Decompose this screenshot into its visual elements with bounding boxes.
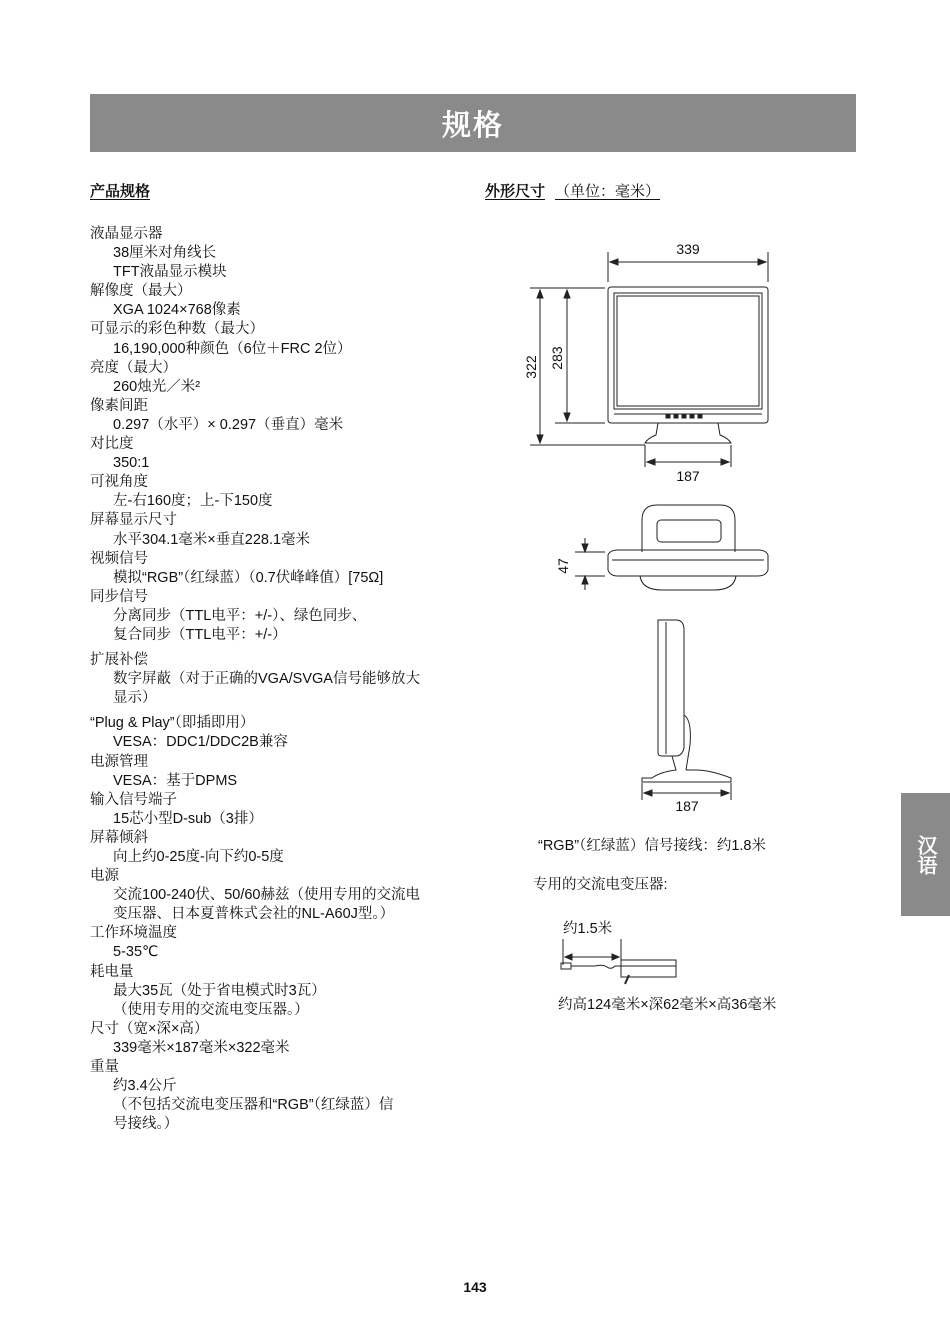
spec-value: 显示） (113, 690, 157, 707)
spec-heading: 同步信号 (90, 588, 148, 605)
spec-value: 0.297（水平）× 0.297（垂直）毫米 (113, 416, 344, 433)
dim-depth-label: 187 (675, 798, 699, 814)
spec-heading: 视频信号 (90, 550, 148, 567)
adapter-drawing (555, 935, 685, 985)
spec-value: 350:1 (113, 455, 150, 472)
spec-value: XGA 1024×768像素 (113, 302, 241, 319)
spec-heading: 解像度（最大） (90, 283, 192, 300)
spec-heading: 液晶显示器 (90, 226, 163, 242)
spec-value: 15芯小型D-sub（3排） (113, 810, 263, 827)
spec-heading: 亮度（最大） (90, 359, 177, 376)
dim-base-width-label: 187 (676, 468, 700, 484)
spec-value: 复合同步（TTL电平：+/-） (113, 626, 287, 643)
dimensions-heading-label: 外形尺寸 (485, 183, 546, 200)
spec-heading: 尺寸（宽×深×高） (90, 1020, 209, 1037)
spec-heading: 像素间距 (90, 397, 148, 414)
spec-heading: 耗电量 (90, 963, 134, 980)
product-spec-heading: 产品规格 (90, 183, 151, 200)
spec-heading: 输入信号端子 (90, 791, 177, 808)
spec-value: 向上约0-25度-向下约0-5度 (113, 849, 284, 865)
spec-value: 号接线。） (113, 1116, 179, 1133)
spec-value: 38厘米对角线长 (113, 245, 217, 262)
spec-list (90, 225, 470, 1134)
spec-value: 左-右160度；上-下150度 (113, 493, 273, 510)
spec-value: VESA：DDC1/DDC2B兼容 (113, 734, 288, 751)
spec-heading: “Plug & Play”（即插即用） (90, 715, 255, 732)
adapter-size: 约高124毫米×深62毫米×高36毫米 (558, 997, 777, 1013)
spec-value: 模拟“RGB”（红绿蓝）（0.7伏峰峰值）[75Ω] (113, 569, 384, 586)
spec-heading: 对比度 (90, 436, 134, 453)
spec-value: 交流100-240伏、50/60赫兹（使用专用的交流电 (113, 887, 420, 904)
spec-value: 260烛光／米² (113, 378, 201, 395)
language-tab (901, 793, 950, 916)
dim-width-label: 339 (676, 241, 700, 257)
spec-value: （使用专用的交流电变压器。） (113, 1001, 309, 1018)
spec-heading: 屏幕倾斜 (90, 829, 148, 846)
spec-value: 5-35℃ (113, 944, 159, 961)
adapter-cord-length: 约1.5米 (563, 921, 613, 937)
spec-heading: 屏幕显示尺寸 (90, 512, 177, 529)
spec-heading: 电源管理 (90, 753, 148, 770)
spec-value: 约3.4公斤 (113, 1078, 177, 1095)
adapter-heading: 专用的交流电变压器: (533, 877, 668, 893)
spec-value: （不包括交流电变压器和“RGB”（红绿蓝）信 (113, 1097, 394, 1114)
spec-heading: 可视角度 (90, 474, 148, 491)
spec-value: TFT液晶显示模块 (113, 264, 227, 281)
spec-heading: 电源 (90, 868, 119, 885)
page-title: 规格 (90, 94, 856, 152)
spec-heading: 扩展补偿 (90, 652, 148, 669)
dim-height-total-label: 322 (523, 355, 539, 379)
spec-value: 最大35瓦（处于省电模式时3瓦） (113, 982, 326, 999)
spec-value: 数字屏蔽（对于正确的VGA/SVGA信号能够放大 (113, 671, 420, 688)
spec-heading: 可显示的彩色种数（最大） (90, 321, 264, 338)
spec-value: 变压器、日本夏普株式会社的NL-A60J型。） (113, 906, 395, 923)
dim-base-height-label: 47 (555, 558, 571, 574)
spec-value: 339毫米×187毫米×322毫米 (113, 1039, 290, 1056)
spec-value: 16,190,000种颜色（6位＋FRC 2位） (113, 340, 352, 357)
dimensions-heading (485, 180, 660, 201)
unit-note: （单位：毫米） (555, 183, 661, 200)
spec-value: 水平304.1毫米×垂直228.1毫米 (113, 531, 311, 548)
dimension-drawing (500, 230, 820, 820)
spec-value: VESA：基于DPMS (113, 772, 238, 789)
page-number: 143 (463, 1279, 487, 1295)
cable-note: “RGB”（红绿蓝）信号接线：约1.8米 (538, 838, 766, 854)
dim-height-screen-label: 283 (549, 346, 565, 370)
language-tab-label: 汉语 (914, 834, 936, 875)
spec-heading: 重量 (90, 1059, 119, 1076)
spec-heading: 工作环境温度 (90, 925, 177, 942)
spec-value: 分离同步（TTL电平：+/-）、绿色同步、 (113, 607, 367, 624)
